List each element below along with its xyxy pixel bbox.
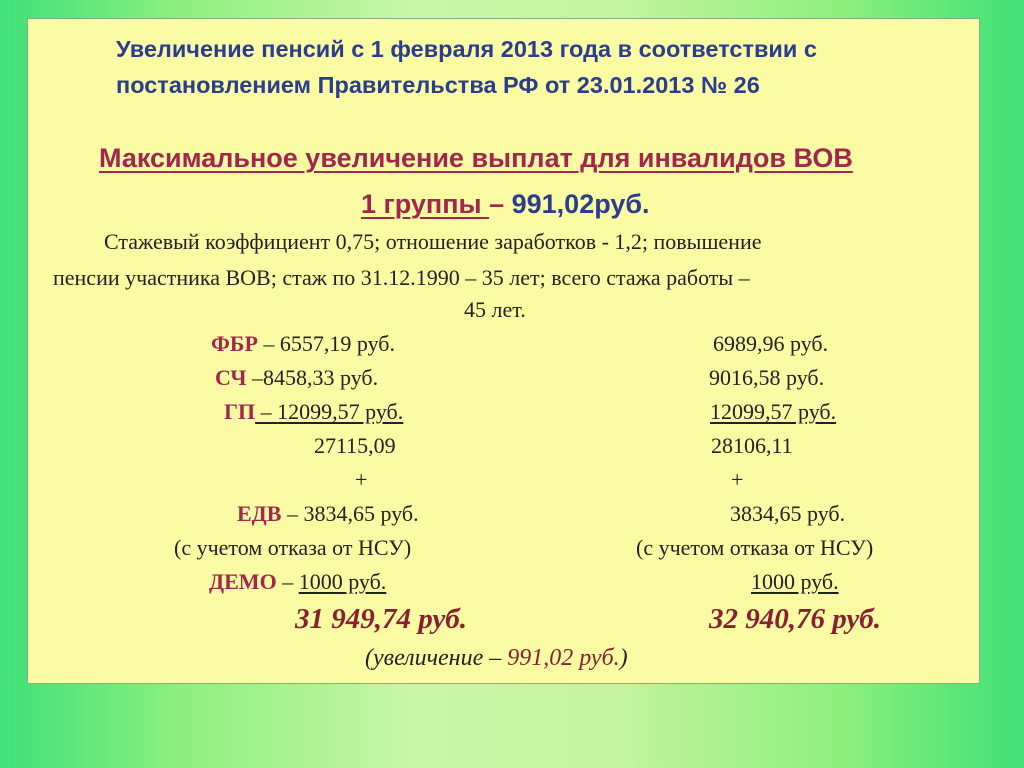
right-sch-value: 9016,58 руб.: [709, 365, 825, 390]
increase-close: ): [619, 645, 628, 671]
demo-label: ДЕМО: [209, 569, 277, 594]
slide-header: [116, 31, 817, 103]
right-nsu-note: (с учетом отказа от НСУ): [636, 535, 874, 560]
description-line-3: 45 лет.: [464, 297, 526, 322]
left-nsu-note: (с учетом отказа от НСУ): [174, 535, 412, 560]
left-plus: +: [355, 467, 368, 492]
left-gp-row: [224, 399, 403, 425]
subtitle-group: 1 группы: [361, 189, 490, 219]
right-edv-value: 3834,65 руб.: [730, 501, 846, 526]
gp-label: ГП: [224, 399, 256, 424]
subtitle-amount: 991,02руб.: [511, 189, 650, 219]
subtitle-line-2: [361, 189, 650, 220]
left-gp-dash: –: [255, 399, 278, 424]
left-edv-value: – 3834,65 руб.: [281, 501, 419, 526]
right-total: 32 940,76 руб.: [709, 603, 881, 635]
increase-note: [365, 645, 628, 672]
left-sch-value: –8458,33 руб.: [246, 365, 379, 390]
left-demo-value: 1000 руб.: [298, 569, 387, 594]
increase-open: (увеличение –: [365, 645, 508, 671]
right-subtotal: 28106,11: [711, 433, 793, 458]
fbr-label: ФБР: [211, 331, 258, 356]
right-plus: +: [731, 467, 744, 492]
left-demo-row: [209, 569, 386, 595]
slide: [27, 18, 980, 684]
left-total: 31 949,74 руб.: [295, 603, 467, 635]
right-fbr-value: 6989,96 руб.: [713, 331, 829, 356]
left-sch-row: [215, 365, 378, 391]
right-demo-value: 1000 руб.: [751, 569, 839, 594]
description-line-2: пенсии участника ВОВ; стаж по 31.12.1990 – 35 лет; всего стажа работы –: [53, 265, 750, 290]
increase-value: 991,02 руб.: [507, 645, 620, 671]
edv-label: ЕДВ: [237, 501, 282, 526]
header-line-1: Увеличение пенсий с 1 февраля 2013 года в соответствии с: [116, 36, 817, 62]
description-line-1: Стажевый коэффициент 0,75; отношение заработков - 1,2; повышение: [104, 229, 762, 254]
left-demo-dash: –: [276, 569, 299, 594]
left-edv-row: [237, 501, 419, 527]
left-fbr-value: – 6557,19 руб.: [257, 331, 396, 356]
left-gp-value: 12099,57 руб.: [277, 399, 404, 424]
right-gp-value: 12099,57 руб.: [710, 399, 837, 424]
subtitle-line-1: [99, 143, 853, 174]
left-subtotal: 27115,09: [314, 433, 396, 458]
subtitle-line-1-text: Максимальное увеличение выплат для инвалидов ВОВ: [99, 143, 853, 173]
header-line-2: постановлением Правительства РФ от 23.01.2013 № 26: [116, 72, 760, 98]
left-fbr-row: [211, 331, 395, 357]
sch-label: СЧ: [215, 365, 247, 390]
subtitle-dash: –: [489, 189, 512, 219]
